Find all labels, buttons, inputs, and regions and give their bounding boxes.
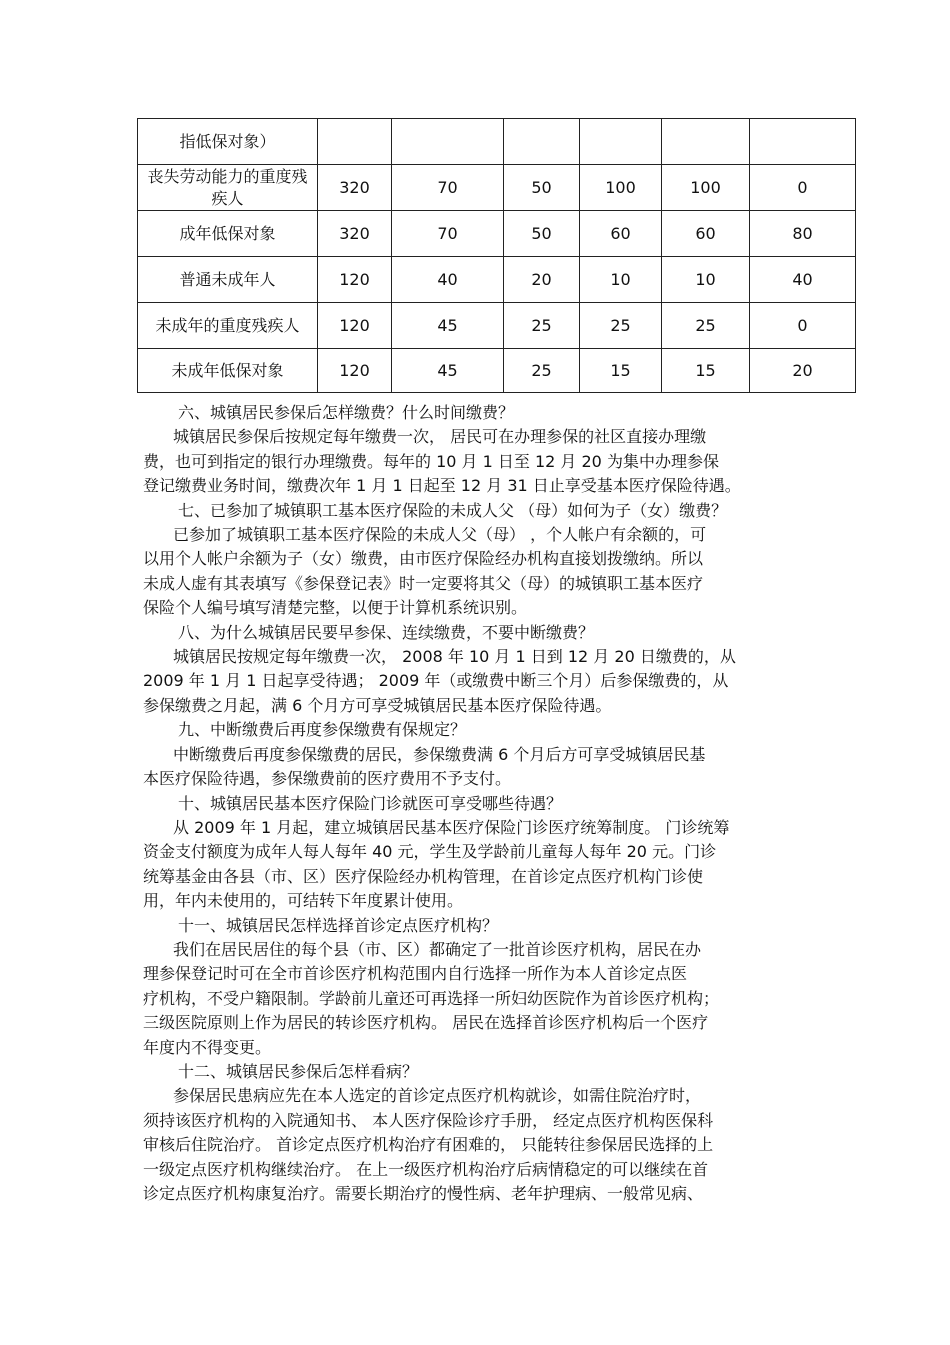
table-cell: 25 <box>662 303 750 349</box>
paragraph-line: 参保缴费之月起，满 6 个月方可享受城镇居民基本医疗保险待遇。 <box>143 695 612 715</box>
paragraph-line: 参保居民患病应先在本人选定的首诊定点医疗机构就诊，如需住院治疗时， <box>173 1086 702 1106</box>
row-label: 未成年低保对象 <box>138 349 318 393</box>
insurance-rate-table <box>137 118 856 393</box>
table-cell <box>750 119 856 165</box>
table-cell: 45 <box>392 303 504 349</box>
table-cell: 320 <box>318 211 392 257</box>
row-label: 成年低保对象 <box>138 211 318 257</box>
table-row <box>138 119 856 165</box>
section-heading: 七、已参加了城镇职工基本医疗保险的未成人父 （母）如何为子（女）缴费？ <box>178 500 728 520</box>
table-row <box>138 303 856 349</box>
paragraph-line: 费，也可到指定的银行办理缴费。每年的 10 月 1 日至 12 月 20 为集中办理参保 <box>143 451 719 471</box>
table-cell: 20 <box>504 257 580 303</box>
table-cell: 120 <box>318 303 392 349</box>
table-cell: 10 <box>580 257 662 303</box>
table-cell: 10 <box>662 257 750 303</box>
table-cell: 45 <box>392 349 504 393</box>
paragraph-line: 2009 年 1 月 1 日起享受待遇； 2009 年（或缴费中断三个月）后参保缴费的，从 <box>143 671 729 691</box>
table-cell: 50 <box>504 211 580 257</box>
paragraph-line: 城镇居民按规定每年缴费一次， 2008 年 10 月 1 日到 12 月 20 日缴费的，从 <box>173 647 736 667</box>
table-row <box>138 211 856 257</box>
paragraph-line: 以用个人帐户余额为子（女）缴费，由市医疗保险经办机构直接划拨缴纳。所以 <box>143 549 704 569</box>
table-cell <box>318 119 392 165</box>
table-cell: 25 <box>504 303 580 349</box>
section-heading: 九、中断缴费后再度参保缴费有保规定？ <box>178 720 467 740</box>
paragraph-line: 资金支付额度为成年人每人每年 40 元，学生及学龄前儿童每人每年 20 元。门诊 <box>143 842 717 862</box>
table-cell: 0 <box>750 303 856 349</box>
table-cell: 100 <box>662 165 750 211</box>
table-cell: 120 <box>318 349 392 393</box>
paragraph-line: 登记缴费业务时间，缴费次年 1 月 1 日起至 12 月 31 日止享受基本医疗保险待遇。 <box>143 476 741 496</box>
row-label: 普通未成年人 <box>138 257 318 303</box>
table-cell <box>580 119 662 165</box>
table-cell: 100 <box>580 165 662 211</box>
paragraph-line: 须持该医疗机构的入院通知书、 本人医疗保险诊疗手册， 经定点医疗机构医保科 <box>143 1110 714 1130</box>
table-cell: 320 <box>318 165 392 211</box>
table-cell: 70 <box>392 165 504 211</box>
table-cell: 80 <box>750 211 856 257</box>
paragraph-line: 疗机构，不受户籍限制。学龄前儿童还可再选择一所妇幼医院作为首诊医疗机构； <box>143 988 720 1008</box>
table-cell: 60 <box>662 211 750 257</box>
section-heading: 十二、城镇居民参保后怎样看病？ <box>178 1061 419 1081</box>
document-body <box>143 401 803 1206</box>
paragraph-line: 城镇居民参保后按规定每年缴费一次， 居民可在办理参保的社区直接办理缴 <box>173 427 707 447</box>
paragraph-line: 已参加了城镇职工基本医疗保险的未成人父（母） ，个人帐户有余额的，可 <box>173 525 707 545</box>
table-cell: 120 <box>318 257 392 303</box>
paragraph-line: 年度内不得变更。 <box>143 1037 272 1057</box>
paragraph-line: 一级定点医疗机构继续治疗。 在上一级医疗机构治疗后病情稳定的可以继续在首 <box>143 1159 709 1179</box>
table-cell <box>504 119 580 165</box>
section-heading: 八、为什么城镇居民要早参保、连续缴费，不要中断缴费？ <box>178 622 595 642</box>
paragraph-line: 中断缴费后再度参保缴费的居民，参保缴费满 6 个月后方可享受城镇居民基 <box>173 744 706 764</box>
section-heading: 十一、城镇居民怎样选择首诊定点医疗机构？ <box>178 915 499 935</box>
paragraph-line: 三级医院原则上作为居民的转诊医疗机构。 居民在选择首诊医疗机构后一个医疗 <box>143 1013 709 1033</box>
table-cell: 50 <box>504 165 580 211</box>
section-heading: 六、城镇居民参保后怎样缴费？什么时间缴费？ <box>178 403 515 422</box>
paragraph-line: 保险个人编号填写清楚完整，以便于计算机系统识别。 <box>143 598 528 618</box>
table-cell: 40 <box>750 257 856 303</box>
paragraph-line: 审核后住院治疗。 首诊定点医疗机构治疗有困难的， 只能转往参保居民选择的上 <box>143 1135 714 1155</box>
table-cell: 25 <box>580 303 662 349</box>
table-cell: 40 <box>392 257 504 303</box>
paragraph-line: 从 2009 年 1 月起，建立城镇居民基本医疗保险门诊医疗统筹制度。 门诊统筹 <box>173 817 730 837</box>
table-row <box>138 349 856 393</box>
table-cell: 60 <box>580 211 662 257</box>
table-cell: 0 <box>750 165 856 211</box>
paragraph-line: 本医疗保险待遇，参保缴费前的医疗费用不予支付。 <box>143 769 512 789</box>
table-cell: 70 <box>392 211 504 257</box>
table-cell: 20 <box>750 349 856 393</box>
row-label: 丧失劳动能力的重度残疾人 <box>138 165 318 211</box>
table-cell <box>392 119 504 165</box>
paragraph-line: 我们在居民居住的每个县（市、区）都确定了一批首诊医疗机构，居民在办 <box>173 939 702 959</box>
table-cell: 15 <box>580 349 662 393</box>
row-label: 指低保对象） <box>138 119 318 165</box>
table-cell: 25 <box>504 349 580 393</box>
paragraph-line: 用，年内未使用的，可结转下年度累计使用。 <box>143 891 464 911</box>
paragraph-line: 未成人虚有其表填写《参保登记表》时一定要将其父（母）的城镇职工基本医疗 <box>143 573 704 593</box>
table-cell <box>662 119 750 165</box>
table-row <box>138 257 856 303</box>
table-cell: 15 <box>662 349 750 393</box>
table-row <box>138 165 856 211</box>
paragraph-line: 理参保登记时可在全市首诊医疗机构范围内自行选择一所作为本人首诊定点医 <box>143 964 688 984</box>
section-heading: 十、城镇居民基本医疗保险门诊就医可享受哪些待遇？ <box>178 793 563 813</box>
paragraph-line: 诊定点医疗机构康复治疗。需要长期治疗的慢性病、老年护理病、一般常见病、 <box>143 1184 704 1203</box>
paragraph-line: 统筹基金由各县（市、区）医疗保险经办机构管理，在首诊定点医疗机构门诊使 <box>143 866 704 886</box>
row-label: 未成年的重度残疾人 <box>138 303 318 349</box>
